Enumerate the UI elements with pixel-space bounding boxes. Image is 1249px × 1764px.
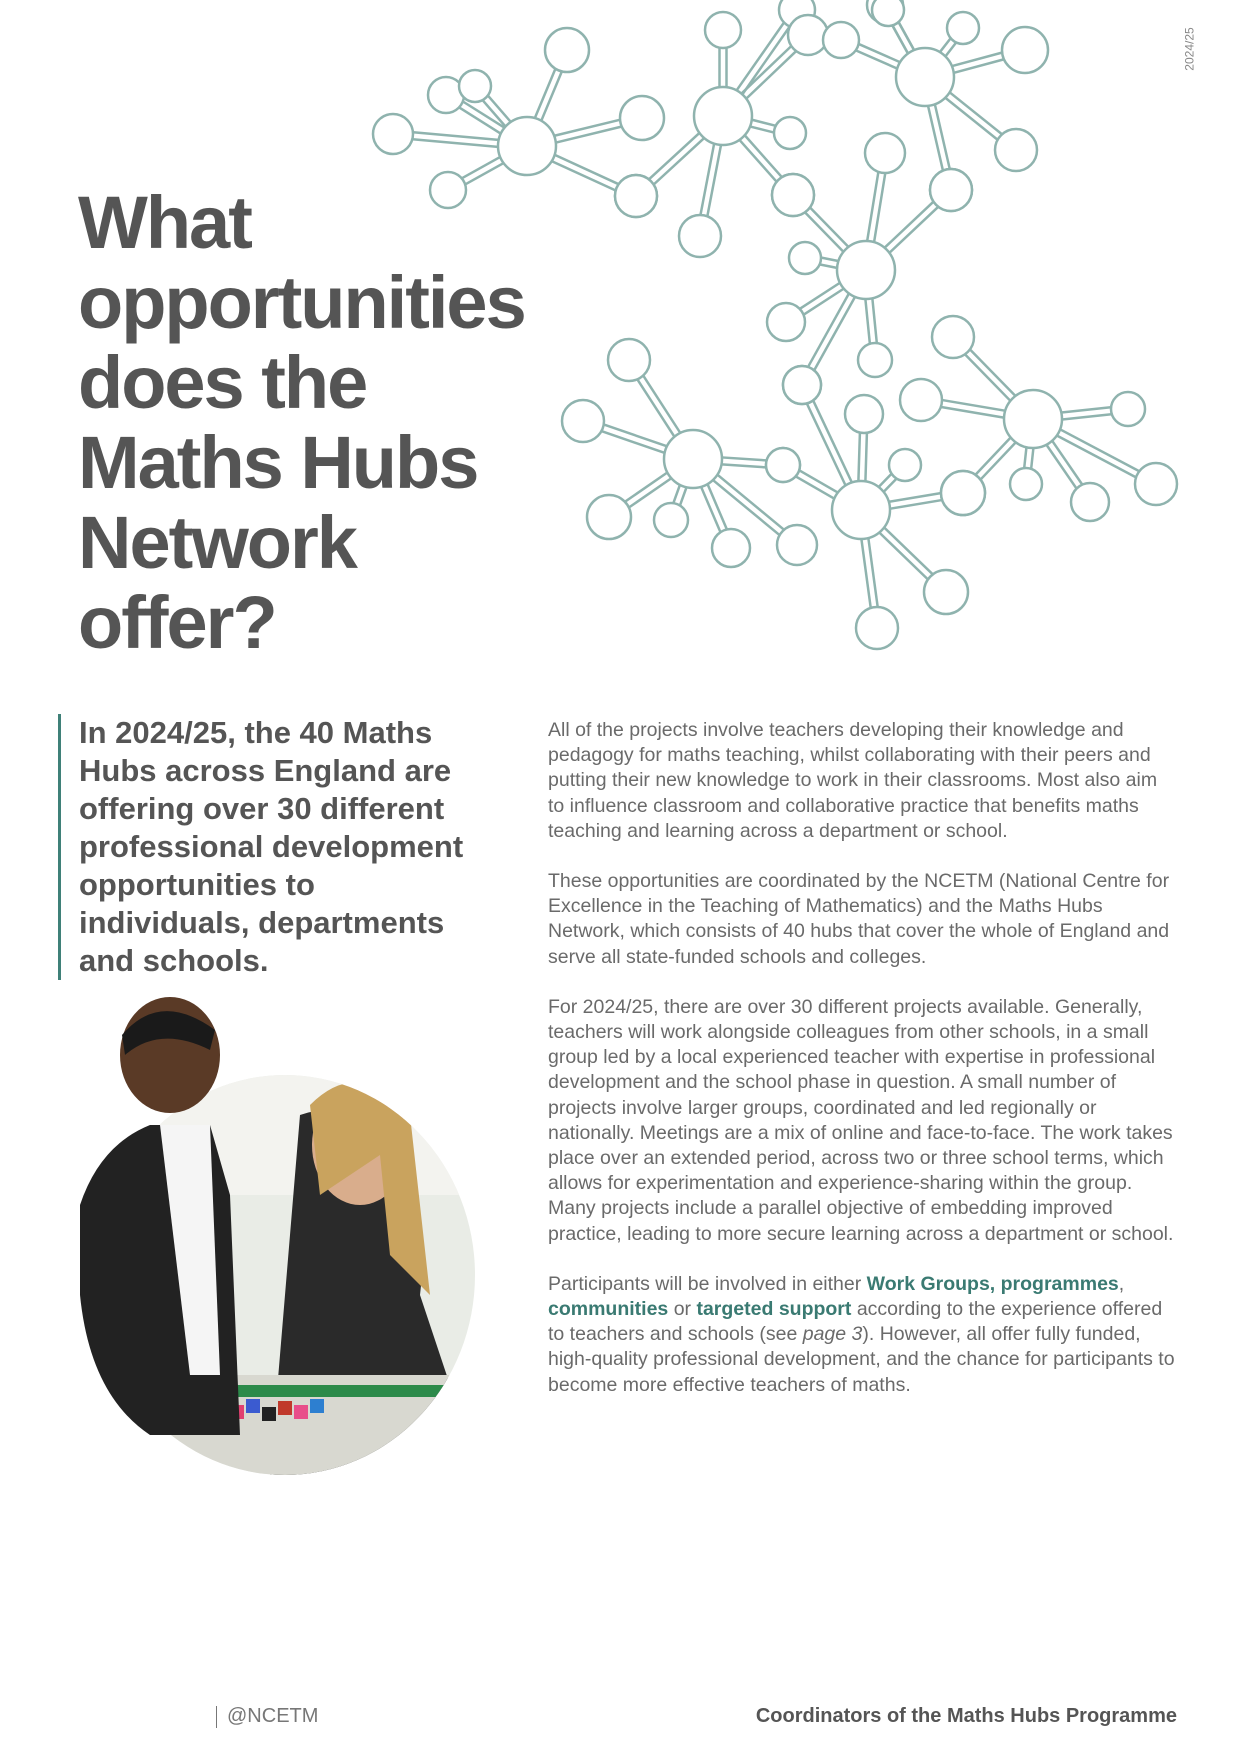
network-node bbox=[872, 0, 904, 26]
network-spoke bbox=[555, 155, 619, 184]
network-hub bbox=[498, 117, 556, 175]
network-hub bbox=[694, 87, 752, 145]
network-spoke bbox=[865, 299, 869, 343]
network-node bbox=[1135, 463, 1177, 505]
network-node bbox=[712, 529, 750, 567]
network-spoke bbox=[970, 350, 1015, 396]
network-node bbox=[900, 379, 942, 421]
text: or bbox=[668, 1298, 697, 1321]
network-node bbox=[654, 503, 688, 537]
network-node bbox=[615, 175, 657, 217]
network-node bbox=[459, 70, 491, 102]
network-node bbox=[783, 366, 821, 404]
network-spoke bbox=[810, 208, 848, 247]
network-spoke bbox=[625, 473, 667, 502]
network-spoke bbox=[1031, 448, 1033, 468]
network-spoke bbox=[752, 120, 775, 126]
network-spoke bbox=[643, 376, 680, 433]
network-node bbox=[767, 303, 805, 341]
link-communities[interactable]: communities bbox=[548, 1298, 669, 1321]
network-hub bbox=[1004, 390, 1062, 448]
lead-quote: In 2024/25, the 40 Maths Hubs across England are offering over 30 different professional development opportunities to individuals, departments and schools. bbox=[58, 714, 479, 980]
network-node bbox=[788, 15, 828, 55]
footer-tagline: Coordinators of the Maths Hubs Programme bbox=[755, 1705, 1177, 1727]
network-node bbox=[777, 525, 817, 565]
network-spoke bbox=[1061, 407, 1110, 412]
page-reference: page 3 bbox=[802, 1323, 863, 1346]
network-node bbox=[608, 339, 650, 381]
network-spoke bbox=[673, 485, 679, 503]
divider bbox=[216, 1706, 217, 1728]
network-node bbox=[930, 169, 972, 211]
network-spoke bbox=[1062, 414, 1111, 419]
network-node bbox=[1071, 483, 1109, 521]
network-spoke bbox=[649, 133, 699, 179]
network-spoke bbox=[722, 457, 766, 460]
network-hub bbox=[664, 430, 722, 488]
network-hub bbox=[832, 481, 890, 539]
network-spoke bbox=[1047, 445, 1077, 488]
network-node bbox=[766, 448, 800, 482]
text: ). However, all offer fully funded, high-quality professional development, and the chance for participants to become more effective teachers of maths. bbox=[548, 1323, 1175, 1396]
network-spoke bbox=[740, 140, 777, 182]
body-text bbox=[548, 718, 1178, 1423]
network-node bbox=[823, 22, 859, 58]
network-spoke bbox=[742, 46, 792, 93]
network-spoke bbox=[865, 433, 867, 481]
text: , bbox=[1118, 1272, 1125, 1295]
network-spoke bbox=[952, 53, 1002, 66]
classroom-photo bbox=[60, 995, 480, 1475]
network-spoke bbox=[742, 27, 789, 94]
network-spoke bbox=[701, 144, 715, 215]
network-node bbox=[373, 114, 413, 154]
network-spoke bbox=[707, 145, 721, 216]
network-node bbox=[1002, 27, 1048, 73]
network-node bbox=[889, 449, 921, 481]
network-node bbox=[1010, 468, 1042, 500]
network-node bbox=[620, 96, 664, 140]
paragraph: For 2024/25, there are over 30 different projects available. Generally, teachers will work alongside colleagues from other schools, in a small group led by a local experienced teacher with expertise in professional development and the school phase in question. A small number of projects involve larger groups, coordinated and led regionally or nationally. Meetings are a mix of online and face-to-face. The work takes place over an extended period, across two or three school terms, which allows for experimentation and experience-sharing within the group. Many projects include a parallel objective of embedding improved practice, leading to more secure learning across a department or school. bbox=[548, 995, 1174, 1245]
network-spoke bbox=[858, 433, 860, 481]
network-spoke bbox=[808, 294, 849, 367]
twitter-handle[interactable]: @NCETM bbox=[227, 1705, 319, 1727]
network-spoke bbox=[928, 106, 943, 170]
paragraph-participants bbox=[548, 1272, 1178, 1398]
network-spoke bbox=[950, 92, 1002, 134]
network-spoke bbox=[552, 161, 616, 190]
network-spoke bbox=[935, 104, 950, 168]
network-spoke bbox=[820, 265, 837, 268]
edition-text: 2024/25 bbox=[1182, 27, 1197, 71]
network-spoke bbox=[976, 438, 1011, 475]
network-node bbox=[587, 495, 631, 539]
paragraph: All of the projects involve teachers developing their knowledge and pedagogy for maths teaching, whilst collaborating with their peers and putting their new knowledge to work in their classrooms. Most also aim to influence classroom and collaborative practice that benefits maths teaching and learning across a department or school. bbox=[548, 719, 1158, 842]
network-spoke bbox=[746, 51, 796, 98]
network-node bbox=[679, 215, 721, 257]
network-node bbox=[545, 28, 589, 72]
network-spoke bbox=[884, 528, 932, 575]
network-node bbox=[865, 133, 905, 173]
network-spoke bbox=[750, 127, 773, 133]
network-spoke bbox=[981, 442, 1016, 479]
network-spoke bbox=[737, 23, 784, 90]
network-node bbox=[789, 242, 821, 274]
network-spoke bbox=[879, 533, 927, 580]
network-node bbox=[947, 12, 979, 44]
network-spoke bbox=[713, 480, 779, 535]
network-spoke bbox=[945, 98, 997, 140]
paragraph: These opportunities are coordinated by the NCETM (National Centre for Excellence in the Teaching of Mathematics) and the Maths Hubs Network, which consists of 40 hubs that cover the whole of England and serve all state-funded schools and colleges. bbox=[548, 870, 1170, 968]
network-spoke bbox=[965, 354, 1010, 400]
network-spoke bbox=[954, 59, 1004, 72]
text: Participants will be involved in either bbox=[548, 1272, 867, 1295]
text: according to the experience offered to teachers and schools (see bbox=[548, 1298, 1163, 1346]
network-spoke bbox=[893, 26, 908, 54]
network-spoke bbox=[413, 132, 498, 140]
network-spoke bbox=[556, 127, 621, 143]
network-hub bbox=[837, 241, 895, 299]
network-node bbox=[924, 570, 968, 614]
network-spoke bbox=[807, 404, 846, 486]
network-spoke bbox=[1057, 436, 1136, 478]
edition-label bbox=[1182, 22, 1212, 82]
footer-handle bbox=[216, 1705, 318, 1728]
network-spoke bbox=[1060, 429, 1139, 471]
network-spoke bbox=[890, 207, 939, 253]
network-spoke bbox=[654, 138, 704, 184]
network-node bbox=[772, 174, 814, 216]
network-spoke bbox=[680, 487, 686, 505]
link-targeted-support[interactable]: targeted support bbox=[696, 1298, 852, 1321]
network-node bbox=[705, 12, 741, 48]
network-spoke bbox=[554, 120, 619, 136]
network-hub bbox=[896, 48, 954, 106]
network-spoke bbox=[885, 202, 934, 248]
network-spoke bbox=[413, 139, 498, 147]
network-node bbox=[995, 129, 1037, 171]
network-spoke bbox=[718, 475, 784, 530]
network-node bbox=[845, 395, 883, 433]
network-spoke bbox=[1024, 447, 1026, 467]
network-node bbox=[932, 316, 974, 358]
network-spoke bbox=[872, 299, 876, 343]
network-node bbox=[858, 343, 892, 377]
network-node bbox=[562, 400, 604, 442]
network-spoke bbox=[814, 297, 855, 370]
network-spoke bbox=[637, 380, 674, 437]
network-spoke bbox=[821, 258, 838, 261]
page-title: What opportunities does the Maths Hubs Network offer? bbox=[78, 181, 525, 664]
network-node bbox=[1111, 392, 1145, 426]
link-work-groups[interactable]: Work Groups, programmes bbox=[866, 1272, 1119, 1295]
network-node bbox=[941, 471, 985, 515]
network-node bbox=[856, 607, 898, 649]
network-spoke bbox=[722, 464, 766, 467]
network-node bbox=[774, 117, 806, 149]
network-spoke bbox=[899, 22, 914, 50]
